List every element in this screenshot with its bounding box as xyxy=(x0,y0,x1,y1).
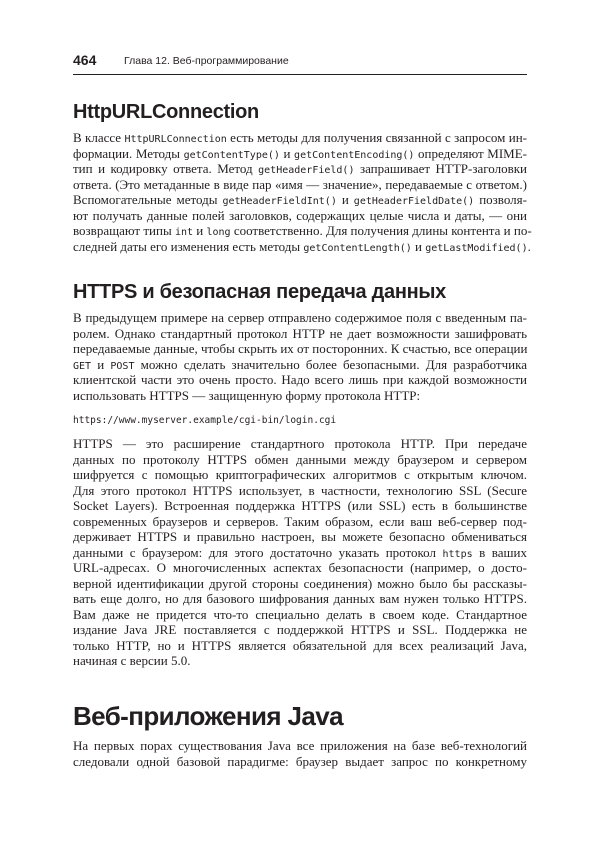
text-line: данных по протоколу HTTPS обмен данными между браузером и сервером xyxy=(73,451,527,467)
text-line: издание Java JRE поставляется с поддержкой HTTPS и SSL. Поддержка не xyxy=(73,622,527,637)
inline-code: getContentType() xyxy=(183,149,280,161)
inline-code: https xyxy=(442,548,473,560)
text-line: На первых порах существования Java все приложения на базе веб-технологий xyxy=(73,738,527,753)
inline-code: int xyxy=(174,227,193,238)
inline-code: getHeaderField() xyxy=(258,165,355,176)
text-line: Вам даже не придется что-то специально делать в своем коде. Стандартное xyxy=(73,606,527,622)
text-line: ответа. (Это метаданные в виде пар «имя — значение», передаваемые с ответом.) xyxy=(73,176,527,192)
text-line: формации. Методы getContentType() и getContentEncoding() определяют MIME- xyxy=(73,145,527,161)
text-line: возвращают типы int и long соответственно. Для получения длины контента и по- xyxy=(73,223,532,238)
running-header xyxy=(73,52,527,75)
paragraph-https-intro xyxy=(73,310,527,403)
text-line: использовать HTTPS — защищенную форму протокола HTTP: xyxy=(73,387,421,403)
inline-code: getHeaderFieldDate() xyxy=(353,196,475,207)
text-line: держивает HTTPS и правильно настроен, вы можете безопасно обмениваться xyxy=(73,529,527,544)
text-line: В предыдущем примере на сервер отправлено содержимое поля с введенным па- xyxy=(73,310,527,325)
text-line: ют получать данные полей заголовков, содержащих целые числа и даты, — они xyxy=(73,207,527,223)
chapter-title: Глава 12. Веб-программирование xyxy=(124,55,289,67)
text-line: Socket Layers). Встроенная поддержка HTTPS (или SSL) есть в большинстве xyxy=(73,498,527,513)
section-title-https: HTTPS и безопасная передача данных xyxy=(73,281,446,303)
inline-code: getContentEncoding() xyxy=(294,149,415,161)
text-line: Для этого протокол HTTPS использует, в частности, технологию SSL (Secure xyxy=(73,482,527,498)
section-title-java-web-apps: Веб-приложения Java xyxy=(73,701,343,731)
inline-code: getContentLength() xyxy=(303,242,412,254)
text-line: тип и кодировку ответа. Метод getHeaderField() запрашивает HTTP-заголовки xyxy=(73,161,527,176)
paragraph-https-body xyxy=(73,436,527,669)
inline-code: getLastModified() xyxy=(425,242,528,254)
text-line: URL-адресах. О многочисленных аспектах безопасности (например, о досто- xyxy=(73,560,527,575)
text-line: следовали одной базовой парадигме: браузер выдает запрос по конкретному xyxy=(73,753,527,769)
section-title-httpurlconnection: HttpURLConnection xyxy=(73,101,259,123)
text-line: следней даты его изменения есть методы getContentLength() и getLastModified(). xyxy=(73,238,531,254)
text-line: начиная с версии 5.0. xyxy=(73,653,191,668)
text-line: клиентской части это очень просто. Надо всего лишь при каждой возможности xyxy=(73,372,527,387)
inline-code: getHeaderFieldInt() xyxy=(222,196,337,207)
text-line: Вспомогательные методы getHeaderFieldInt() и getHeaderFieldDate() позволя- xyxy=(73,192,527,207)
text-line: вать еще долго, но для базового шифрования данных вам нужен только HTTPS. xyxy=(73,591,527,606)
paragraph-java-web-apps xyxy=(73,738,527,769)
text-line: только HTTP, но и HTTPS является обязательной для всех реализаций Java, xyxy=(73,637,527,653)
text-line: данными с браузером: для этого достаточно указать протокол https в ваших xyxy=(73,544,528,560)
inline-code: long xyxy=(206,227,231,238)
text-line: верной идентификации другой стороны соединения) можно было бы рассказы- xyxy=(73,575,527,591)
text-line: шифруется с помощью криптографических алгоритмов с открытым ключом. xyxy=(73,467,527,482)
paragraph-httpurlconnection xyxy=(73,130,532,254)
inline-code: HttpURLConnection xyxy=(124,134,227,145)
text-line: HTTPS — это расширение стандартного протокола HTTP. При передаче xyxy=(73,436,527,451)
text-line: современных браузеров и серверов. Таким образом, если ваш веб-сервер под- xyxy=(73,513,527,529)
code-url: https://www.myserver.example/cgi-bin/login.cgi xyxy=(73,415,337,426)
text-line: передаваемые данные, чтобы скрыть их от посторонних. К счастью, все операции xyxy=(73,341,528,356)
inline-code: POST xyxy=(110,360,135,372)
page-number: 464 xyxy=(73,52,97,68)
text-line: В классе HttpURLConnection есть методы для получения связанной с запросом ин- xyxy=(73,130,528,145)
text-line: ролем. Однако стандартный протокол HTTP не дает возможности зашифровать xyxy=(73,325,527,341)
text-line: GET и POST можно сделать значительно более безопасными. Для разработчика xyxy=(73,356,527,372)
inline-code: GET xyxy=(73,360,92,372)
